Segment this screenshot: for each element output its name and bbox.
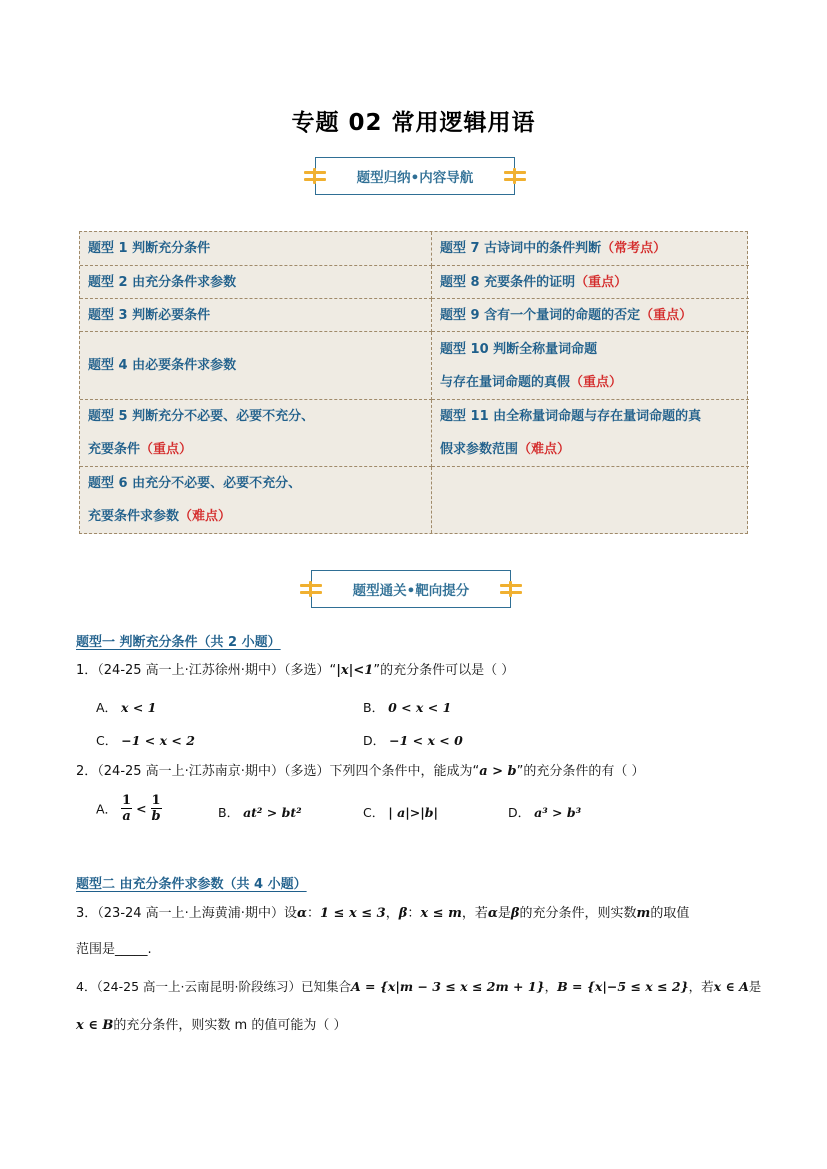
nav-cell-2[interactable]: 题型 2 由充分条件求参数 <box>80 266 432 299</box>
question-3-line-2: 范围是_____. <box>76 942 152 957</box>
nav-cell-4[interactable]: 题型 4 由必要条件求参数 <box>80 332 432 400</box>
practice-banner-label: 题型通关•靶向提分 <box>352 583 470 599</box>
nav-cell-7[interactable]: 题型 7 古诗词中的条件判断（常考点） <box>432 232 749 266</box>
topic-navigation-table <box>79 231 748 534</box>
q1-option-c[interactable]: C． −1 < x < 2 <box>96 733 195 748</box>
page-title: 专题 02 常用逻辑用语 <box>291 110 536 136</box>
section-heading-2: 题型二 由充分条件求参数（共 4 小题） <box>76 877 307 892</box>
question-4-line-2: x ∈ B的充分条件，则实数 m 的值可能为（ ） <box>76 1018 347 1033</box>
nav-cell-9[interactable]: 题型 9 含有一个量词的命题的否定（重点） <box>432 299 749 332</box>
q2-option-c[interactable]: C． | a|>|b| <box>363 805 439 820</box>
nav-cell-10[interactable]: 题型 10 判断全称量词命题 与存在量词命题的真假（重点） <box>432 332 749 400</box>
nav-cell-1[interactable]: 题型 1 判断充分条件 <box>80 232 432 266</box>
nav-banner <box>315 157 515 195</box>
question-2: 2．（24-25 高一上·江苏南京·期中）（多选）下列四个条件中，能成为“a > b”的充分条件的有（ ） <box>76 764 645 779</box>
nav-cell-3[interactable]: 题型 3 判断必要条件 <box>80 299 432 332</box>
q1-option-b[interactable]: B． 0 < x < 1 <box>363 700 452 715</box>
nav-banner-label: 题型归纳•内容导航 <box>356 170 474 186</box>
question-3: 3．（23-24 高一上·上海黄浦·期中）设α：1 ≤ x ≤ 3，β：x ≤ m，若α是β的充分条件，则实数m的取值 <box>76 906 690 921</box>
q1-option-d[interactable]: D． −1 < x < 0 <box>363 733 463 748</box>
banner-ornament-icon <box>504 168 526 184</box>
nav-cell-6[interactable]: 题型 6 由充分不必要、必要不充分、 充要条件求参数（难点） <box>80 467 432 533</box>
q2-option-a[interactable]: A． $\frac{1}{a}$ < $\frac{1}{b}$ <box>96 793 161 824</box>
banner-ornament-icon <box>300 581 322 597</box>
q1-option-a[interactable]: A． x < 1 <box>96 700 157 715</box>
question-1: 1．（24-25 高一上·江苏徐州·期中）（多选）“|x|<1”的充分条件可以是（ ） <box>76 663 515 678</box>
banner-ornament-icon <box>304 168 326 184</box>
practice-banner <box>311 570 511 608</box>
question-4: 4．（24-25 高一上·云南昆明·阶段练习）已知集合A = {x|m − 3 ≤ x ≤ 2m + 1}，B = {x|−5 ≤ x ≤ 2}，若x ∈ A是 <box>76 979 762 994</box>
banner-ornament-icon <box>500 581 522 597</box>
nav-cell-empty <box>432 467 749 533</box>
q2-option-d[interactable]: D． a³ > b³ <box>508 805 582 820</box>
q2-option-b[interactable]: B． at² > bt² <box>218 805 302 820</box>
nav-cell-5[interactable]: 题型 5 判断充分不必要、必要不充分、 充要条件（重点） <box>80 400 432 467</box>
nav-cell-8[interactable]: 题型 8 充要条件的证明（重点） <box>432 266 749 299</box>
section-heading-1: 题型一 判断充分条件（共 2 小题） <box>76 635 281 650</box>
nav-cell-11[interactable]: 题型 11 由全称量词命题与存在量词命题的真 假求参数范围（难点） <box>432 400 749 467</box>
